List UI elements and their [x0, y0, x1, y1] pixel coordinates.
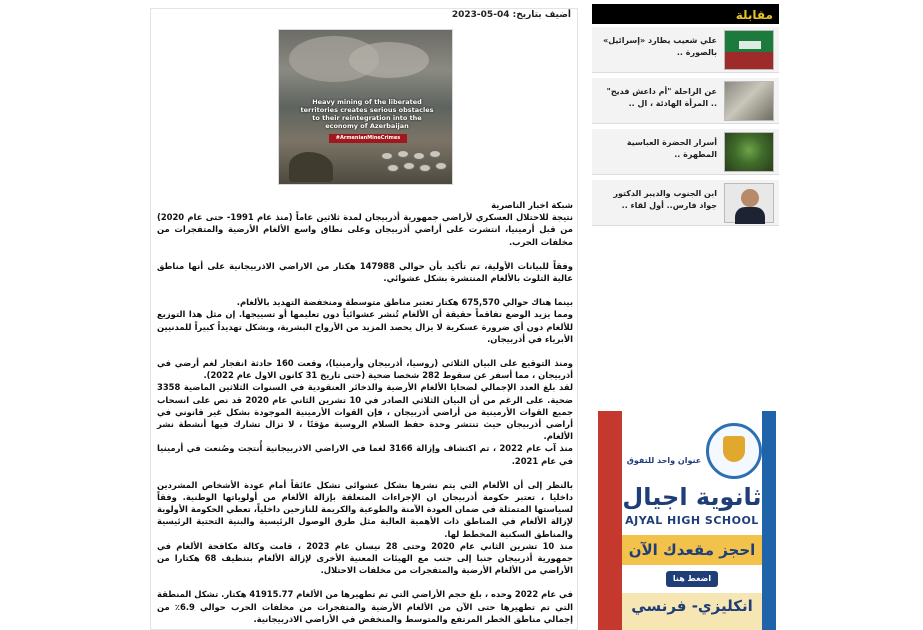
portrait-photo-icon [724, 183, 774, 223]
article-paragraph: شبكة اخبار الناصرية نتيجة للاحتلال العسكري لأراضي جمهورية أذربيجان لمدة ثلاثين عاماً (منذ عام 1991- حتى عام 2020) من قبل أرمينيا، انتشرت على أراضي أذربيجان وعلى نطاق واسع الألغام الأرضية والمتفجرات من مخلفات الحرب. [157, 200, 573, 247]
sidebar-article-link[interactable] [592, 27, 779, 73]
ad-cta-text: احجز مقعدك الآن [622, 535, 762, 565]
article-paragraph: وفقاً للبيانات الأولية، تم تأكيد بأن حوالي 147988 هكتار من الاراضي الاذربيجانية على أنها مناطق عالية التلوث بالألغام المنتشرة بشكل عشوائي. [157, 260, 573, 284]
plant-photo-icon [724, 132, 774, 172]
ad-decor-strip [762, 411, 776, 630]
hero-hashtag: #ArmenianMineCrimes [329, 134, 407, 143]
ad-languages: انكليزي- فرنسي [631, 597, 753, 615]
article-paragraph: في عام 2022 وحده ، بلغ حجم الأراضي التي تم تطهيرها من الألغام 41915.77 هكتار. تشكل المنطقة التي تم تطهيرها حتى الآن من الألغام الأرضية والمتفجرات من مخلفات الحرب حوالي 6.9٪ من إجمالي مناطق الخطر المرتفع والمتوسط والمنخفض في الأراضي الاذربيجانية. [156, 589, 574, 624]
publish-date: أضيف بتاريخ: 04-05-2023 [451, 10, 571, 20]
ad-decor-strip [598, 411, 622, 630]
article-paragraph: ومما يزيد الوضع تفاقماً حقيقة أن الألغام تُنشر عشوائياً دون تعليمها أو تسييجها. إن مثل هذا التوزيع للألغام دون أي ضرورة عسكرية لا يزال يحصد المزيد من الأرواح البشرية، ويشكل تهديداً كبيراً للمدنيين الأبرياء في أذربيجان. [157, 309, 573, 344]
explosion-smoke [349, 42, 429, 78]
sidebar-article-title[interactable]: أسرار الحضرة العباسية المطهرة .. [626, 138, 717, 159]
article-body [157, 199, 573, 630]
article-paragraph: ومنذ التوقيع على البيان الثلاثي (روسيا، أذربيجان وأرمينيا)، وقعت 160 حادثة انفجار لغم أرضي في أذربيجان ، مما أسفر عن سقوط 282 شخصا ضحية (حتى تاريخ 31 كانون الاول عام 2022). [157, 358, 573, 381]
ad-school-name-en: AJYAL HIGH SCHOOL [625, 514, 759, 527]
article-paragraph: منذ 10 تشرين الثاني عام 2020 وحتى 28 نيسان عام 2023 ، قامت وكالة مكافحة الألغام في جمهورية أذربيجان جنبا إلى جنب مع الهيئات المعنية الأخرى لإزالة الألغام بتنظيف 68 هكتارا من الأراضي من الألغام الأرضية والمتفجرات من مخلفات الاحتلال. [157, 540, 574, 576]
school-logo-icon [706, 423, 762, 479]
ad-slogan: عنوان واحد للتفوق [626, 456, 702, 465]
sidebar-article-link[interactable] [592, 78, 779, 124]
sidebar-article-title[interactable]: علي شعيب يطارد «إسرائيل» بالصورة .. [603, 36, 717, 57]
sidebar-section-heading [592, 4, 779, 24]
school-ad-banner[interactable] [598, 411, 776, 630]
sidebar-article-title[interactable]: ابن الجنوب والديبر الدكتور جواد فارس.. أول لقاء .. [613, 189, 717, 210]
article-panel [150, 8, 578, 630]
ad-click-button[interactable]: اضغط هنا [666, 571, 718, 587]
article-paragraph: بينما هناك حوالي 675,570 هكتار تعتبر مناطق متوسطة ومنخفضة التهديد بالألغام. [236, 297, 573, 308]
sidebar-heading-text: مقابلة [735, 8, 773, 22]
deminer-figure [289, 152, 333, 182]
sidebar-article-link[interactable] [592, 129, 779, 175]
article-hero-image[interactable] [278, 29, 453, 185]
hero-caption: Heavy mining of the liberated territories creates serious obstacles to their reintegration into the economy of Azerbaijan [300, 98, 434, 130]
ruins-photo-icon [724, 81, 774, 121]
article-paragraph: لقد بلغ العدد الإجمالي لضحايا الألغام الأرضية والذخائر العنقودية في السنوات الثلاثين الماضية 3358 ضحية. على الرغم من أن البيان الثلاثي الصادر في 10 تشرين الثاني عام 2020 قد نص على انسحاب جميع القوات الأرمينية من أراضي أذربيجان ، فإن القوات الأرمينية الموجودة بشكل غير قانوني في أراضي أذربيجان حيث تنتشر وحدة حفظ السلام الروسية مؤقتًا ، لا تزال تشارك فيها أنشطة نشر الألغام. [157, 382, 573, 442]
sidebar-article-link[interactable] [592, 180, 779, 226]
article-paragraph: منذ آب عام 2022 ، تم اكتشاف وإزالة 3166 لغما في الاراضي الاذربيجانية أُنتجت وصُنعت في أرمينيا في عام 2021. [157, 443, 573, 466]
flag-photo-icon [724, 30, 774, 70]
landmines-graphic [379, 148, 449, 182]
sidebar-article-title[interactable]: عن الراحلة "أم داعش فديح" .. المرأة الهادئة ، ال .. [606, 87, 717, 108]
ad-school-name-ar: ثانوية اجيال [622, 483, 762, 511]
article-paragraph: بالنظر إلى أن الألغام التي يتم نشرها بشكل عشوائي تشكل عائقاً أمام عودة الأشخاص المشردين داخليا ، تعتبر حكومة أذربيجان ان الإجراءات المتعلقة بإزالة الألغام من أولوياتها الوطنية. وفقاً لسياستها المتمثلة في ضمان العودة الآمنة والطوعية والكريمة للنازحين داخلياً، تعطي الحكومة الأولوية لإزالة الألغام في المناطق ذات الأهمية العالية مثل طرق الوصول الرئيسية والبنية التحتية الرئيسية والمناطق السكنية المخطط لها. [157, 479, 573, 539]
